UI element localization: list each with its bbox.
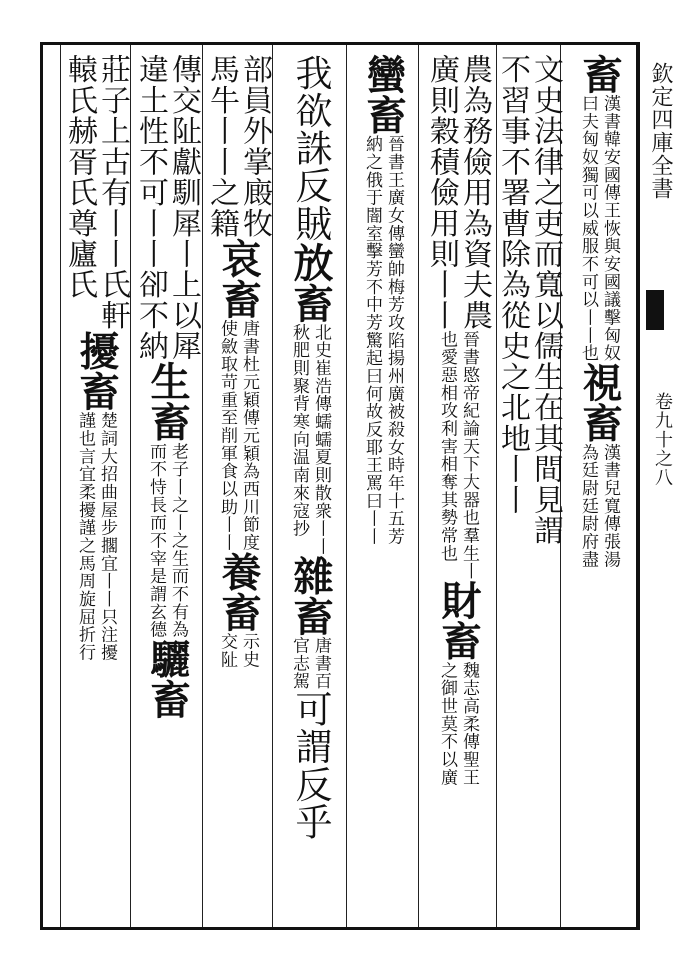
column-rule — [130, 45, 131, 927]
annotation-pair — [288, 637, 332, 691]
main-text: 轅氏赫胥氏尊廬氏 — [62, 54, 97, 300]
annotation-line: 老子丨之丨之生而不有為 — [168, 442, 188, 639]
column-stack — [577, 54, 621, 914]
annotation-line: 納之俄于闇室擊芳不中芳驚起曰何故反耶王罵曰丨丨 — [362, 135, 382, 546]
annotation-pair — [436, 330, 480, 580]
annotation-line: 唐書百 — [311, 636, 331, 691]
column-rule — [202, 45, 203, 927]
entry-headword: 擾畜 — [73, 330, 120, 412]
column-stack — [63, 54, 129, 914]
annotation-line: 晉書愍帝紀論天下大器也羣生丨 — [459, 330, 479, 581]
column-stack — [288, 54, 332, 914]
annotation-line: 楚詞大招曲屋步擱宜丨丨只注擾 — [97, 411, 117, 662]
annotation-pair — [577, 443, 621, 568]
annotation-line: 之御世莫不以廣 — [437, 661, 457, 787]
entry-headword: 畜 — [576, 54, 623, 95]
annotation-line: 魏志高柔傳聖王 — [459, 661, 479, 787]
entry-headword: 養畜 — [215, 551, 262, 633]
entry-headword: 雜畜 — [287, 555, 334, 637]
main-text: 農為務儉用為資夫農 — [457, 54, 492, 331]
annotation-line: 而不恃長而不宰是謂玄德 — [146, 442, 166, 639]
column-stack — [496, 54, 562, 914]
main-text: 我欲誅反賊 — [289, 54, 332, 243]
annotation-pair — [216, 320, 260, 552]
main-text: 部員外掌廄牧 — [237, 54, 272, 239]
annotation-pair — [74, 412, 118, 662]
main-text: 文史法律之吏而寬以儒生在其間見謂 — [528, 54, 563, 546]
column-rule — [60, 45, 61, 927]
annotation-pair — [288, 324, 332, 556]
margin-book-title: 欽定四庫全書 — [648, 62, 673, 200]
column-stack — [134, 54, 200, 914]
text-column — [274, 54, 346, 922]
main-text: 廣則穀積儉用則丨丨 — [424, 54, 459, 331]
entry-headword: 生畜 — [144, 361, 191, 443]
annotation-line: 謹也言宜柔擾謹之馬周旋屈折行 — [75, 411, 95, 662]
column-rule — [346, 45, 347, 927]
annotation-line: 秋肥則聚背寒向温南來寇抄 — [289, 323, 309, 538]
column-stack — [361, 54, 405, 914]
annotation-pair — [361, 135, 405, 545]
margin-juan-number: 卷九十之八 — [652, 392, 673, 487]
annotation-line: 也愛惡相攻利害相奪其勢常也 — [437, 330, 457, 563]
column-stack — [425, 54, 491, 914]
annotation-pair — [577, 95, 621, 363]
annotation-line: 唐書杜元穎傳元穎為西川節度 — [239, 319, 259, 552]
entry-headword: 財畜 — [435, 580, 482, 662]
main-text: 不習事不署曹除為從史之北地丨丨 — [495, 54, 530, 515]
text-column — [62, 54, 130, 922]
annotation-pair — [436, 661, 480, 786]
main-text-pair — [134, 54, 200, 361]
main-text-pair — [63, 54, 129, 330]
text-column — [132, 54, 202, 922]
annotation-line: 漢書兒寬傳張湯 — [600, 443, 620, 569]
fishtail-mark — [646, 290, 664, 330]
main-text: 莊子上古有丨丨氏軒 — [95, 54, 130, 331]
annotation-line: 北史崔浩傳蠕蠕夏則散衆丨丨 — [311, 323, 331, 556]
column-rule — [418, 45, 419, 927]
annotation-line: 使斂取苛重至削軍食以助丨丨 — [217, 319, 237, 552]
main-text: 傳交阯獻馴犀丨上以犀 — [166, 54, 201, 362]
entry-headword: 驪畜 — [144, 638, 191, 720]
annotation-line: 晉書王廣女傳蠻帥梅芳攻陷揚州廣被殺女時年十五芳 — [384, 135, 404, 546]
text-column — [562, 54, 636, 922]
annotation-line: 交阯 — [217, 632, 237, 669]
main-text-pair — [205, 54, 271, 238]
text-column — [348, 54, 418, 922]
annotation-pair — [145, 442, 189, 638]
column-rule — [272, 45, 273, 927]
entry-headword: 哀畜 — [215, 238, 262, 320]
text-column — [495, 54, 563, 922]
annotation-line: 曰夫匈奴獨可以威服不可以丨丨也 — [578, 94, 598, 363]
text-column — [420, 54, 496, 922]
main-text-pair — [425, 54, 491, 330]
annotation-line: 漢書韓安國傳王恢與安國議擊匈奴 — [600, 94, 620, 363]
annotation-line: 示史 — [239, 632, 259, 669]
annotation-pair — [216, 633, 260, 669]
main-text: 馬牛丨丨之籍 — [204, 54, 239, 239]
entry-headword: 視畜 — [576, 362, 623, 444]
text-column — [204, 54, 272, 922]
main-text: 違土性不可丨丨卻不納 — [133, 54, 168, 362]
annotation-line: 為廷尉廷尉府盡 — [578, 443, 598, 569]
column-stack — [205, 54, 271, 914]
annotation-line: 官志駕 — [289, 636, 309, 691]
main-text: 可謂反乎 — [289, 690, 332, 841]
entry-headword: 蠻畜 — [360, 54, 407, 136]
main-text-pair — [496, 54, 562, 546]
entry-headword: 放畜 — [287, 242, 334, 324]
margin-rule — [636, 42, 643, 930]
